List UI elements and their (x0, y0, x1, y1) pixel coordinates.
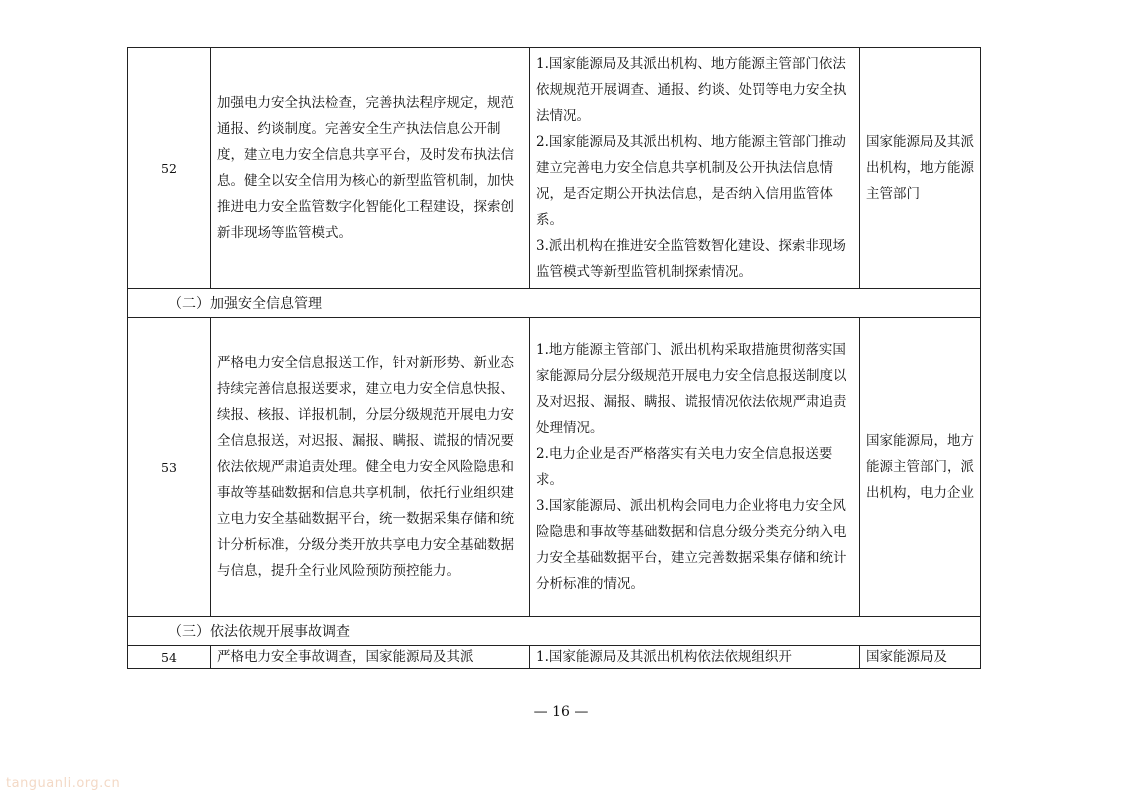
section-heading: （二）加强安全信息管理 (128, 289, 981, 318)
row-number: 54 (128, 646, 211, 669)
responsible-dept (860, 318, 981, 617)
check-item: 1.国家能源局及其派出机构依法依规组织开 (536, 649, 792, 665)
check-item: 1.地方能源主管部门、派出机构采取措施贯彻落实国家能源局分层分级规范开展电力安全信息报送制度以及对迟报、漏报、瞒报、谎报情况依法依规严肃追责处理情况。 (536, 342, 847, 436)
supervision-table (127, 47, 981, 669)
dept-text: 国家能源局，地方能源主管部门，派出机构，电力企业 (866, 433, 974, 501)
table-row (128, 48, 981, 289)
section-row (128, 289, 981, 318)
table-row (128, 646, 981, 669)
check-item: 1.国家能源局及其派出机构、地方能源主管部门依法依规规范开展调查、通报、约谈、处罚等电力安全执法情况。 (536, 56, 847, 124)
row-number: 53 (128, 318, 211, 617)
watermark-text: tanguanli.org.cn (6, 776, 121, 791)
table-row (128, 318, 981, 617)
check-items (530, 646, 860, 669)
measure-content (211, 646, 530, 669)
measure-content (211, 318, 530, 617)
section-heading: （三）依法依规开展事故调查 (128, 617, 981, 646)
check-item: 2.电力企业是否严格落实有关电力安全信息报送要求。 (536, 446, 833, 488)
measure-text: 加强电力安全执法检查，完善执法程序规定，规范通报、约谈制度。完善安全生产执法信息公开制度，建立电力安全信息共享平台，及时发布执法信息。健全以安全信用为核心的新型监管机制，加快推进电力安全监管数字化智能化工程建设，探索创新非现场等监管模式。 (217, 95, 514, 241)
measure-content (211, 48, 530, 289)
check-item: 3.派出机构在推进安全监管数智化建设、探索非现场监管模式等新型监管机制探索情况。 (536, 238, 846, 280)
dept-text: 国家能源局及 (866, 649, 947, 665)
responsible-dept (860, 48, 981, 289)
row-number: 52 (128, 48, 211, 289)
page-number: — 16 — (533, 704, 589, 720)
check-item: 3.国家能源局、派出机构会同电力企业将电力安全风险隐患和事故等基础数据和信息分级分类充分纳入电力安全基础数据平台，建立完善数据采集存储和统计分析标准的情况。 (536, 498, 847, 592)
check-item: 2.国家能源局及其派出机构、地方能源主管部门推动建立完善电力安全信息共享机制及公开执法信息情况，是否定期公开执法信息，是否纳入信用监管体系。 (536, 134, 846, 228)
responsible-dept (860, 646, 981, 669)
section-row (128, 617, 981, 646)
check-items (530, 48, 860, 289)
check-items (530, 318, 860, 617)
measure-text: 严格电力安全事故调查，国家能源局及其派 (217, 649, 474, 665)
measure-text: 严格电力安全信息报送工作，针对新形势、新业态持续完善信息报送要求，建立电力安全信息快报、续报、核报、详报机制，分层分级规范开展电力安全信息报送，对迟报、漏报、瞒报、谎报的情况要依法依规严肃追责处理。健全电力安全风险隐患和事故等基础数据和信息共享机制，依托行业组织建立电力安全基础数据平台，统一数据采集存储和统计分析标准，分级分类开放共享电力安全基础数据与信息，提升全行业风险预防预控能力。 (217, 355, 514, 579)
dept-text: 国家能源局及其派出机构，地方能源主管部门 (866, 134, 974, 202)
